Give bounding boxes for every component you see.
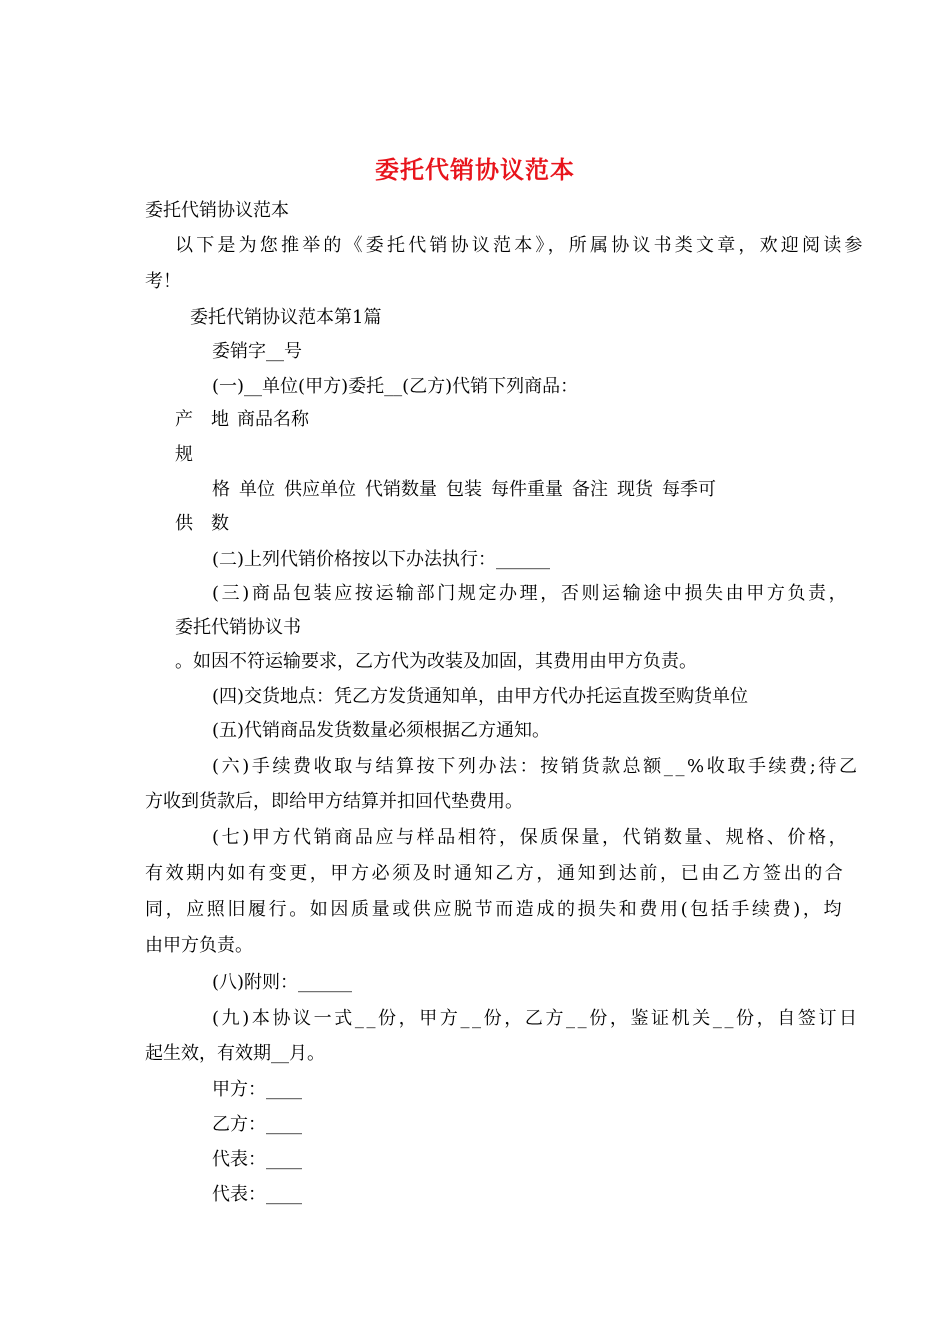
intro-line-1: 以下是为您推举的《委托代销协议范本》，所属协议书类文章，欢迎阅读参 [175,235,866,256]
header-spec-b: 格 [212,479,230,500]
clause-4: (四)交货地点：凭乙方发货通知单，由甲方代办托运直拨至购货单位 [212,686,749,707]
clause-8: (八)附则：______ [212,972,353,993]
header-weight: 每件重量 [491,479,563,500]
inserted-heading: 委托代销协议书 [175,617,301,638]
document-subtitle: 委托代销协议范本 [145,200,289,221]
table-header-row-1 [175,408,309,432]
table-header-row-4 [175,512,229,536]
header-quarterly-a: 每季可 [662,479,716,500]
header-in-stock: 现货 [617,479,653,500]
intro-line-2: 考！ [145,271,181,292]
table-header-row-3 [212,478,716,502]
header-quarterly-c: 数 [211,513,229,534]
header-product-name: 商品名称 [237,409,309,430]
clause-2: (二)上列代销价格按以下办法执行：______ [212,549,551,570]
header-quarterly-b: 供 [175,513,193,534]
header-quantity: 代销数量 [365,479,437,500]
header-packaging: 包装 [446,479,482,500]
clause-7-line-2: 有效期内如有变更，甲方必须及时通知乙方，通知到达前，已由乙方签出的合 [145,863,846,884]
header-spec-a: 规 [175,444,193,465]
clause-1: (一)__单位(甲方)委托__(乙方)代销下列商品： [212,376,579,397]
signature-party-a: 甲方：____ [212,1079,302,1100]
clause-7-line-4: 由甲方负责。 [145,935,253,956]
clause-7-line-1: (七)甲方代销商品应与样品相符，保质保量，代销数量、规格、价格， [212,827,850,848]
clause-3-continued: 。如因不符运输要求，乙方代为改装及加固，其费用由甲方负责。 [175,651,697,672]
header-remark: 备注 [572,479,608,500]
header-origin-b: 地 [211,409,229,430]
clause-6-line-1: (六)手续费收取与结算按下列办法：按销货款总额__%收取手续费;待乙 [212,756,860,777]
document-title: 委托代销协议范本 [375,155,575,184]
header-origin-a: 产 [175,409,193,430]
clause-7-line-3: 同，应照旧履行。如因质量或供应脱节而造成的损失和费用(包括手续费)，均 [145,899,845,920]
signature-party-b: 乙方：____ [212,1114,302,1135]
clause-9-line-1: (九)本协议一式__份，甲方__份，乙方__份，鉴证机关__份，自签订日 [212,1008,860,1029]
clause-3: (三)商品包装应按运输部门规定办理，否则运输途中损失由甲方负责， [212,583,850,604]
signature-representative-2: 代表：____ [212,1184,302,1205]
section-heading: 委托代销协议范本第1篇 [190,307,382,328]
clause-5: (五)代销商品发货数量必须根据乙方通知。 [212,720,551,741]
header-supplier: 供应单位 [284,479,356,500]
reference-number: 委销字__号 [212,341,302,362]
clause-6-line-2: 方收到货款后，即给甲方结算并扣回代垫费用。 [145,791,523,812]
signature-representative-1: 代表：____ [212,1149,302,1170]
clause-9-line-2: 起生效，有效期__月。 [145,1043,325,1064]
header-unit: 单位 [239,479,275,500]
